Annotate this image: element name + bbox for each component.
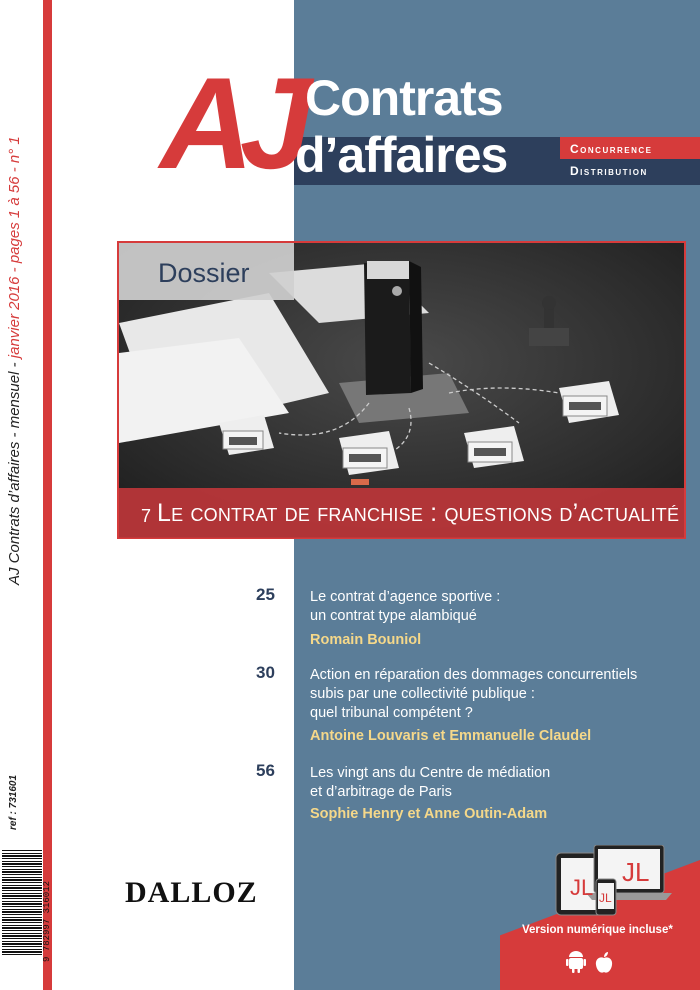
digital-version-label: Version numérique incluse* — [522, 924, 673, 936]
android-icon — [566, 951, 586, 973]
dossier-label: Dossier — [158, 258, 250, 288]
title-line-2: d’affaires — [295, 127, 508, 183]
article-2-page: 30 — [256, 663, 275, 682]
article-2-author: Antoine Louvaris et Emmanuelle Claudel — [310, 728, 592, 744]
subtitle-concurrence: Concurrence — [570, 142, 653, 156]
svg-text:JL: JL — [599, 891, 612, 905]
tower-side — [409, 261, 423, 393]
store-3 — [464, 426, 524, 468]
tower — [364, 261, 411, 395]
subtitle-distribution: Distribution — [570, 164, 648, 178]
article-1-title-1: Le contrat d’agence sportive : — [310, 589, 501, 605]
logo-aj: AJ — [160, 50, 299, 196]
svg-text:JL: JL — [622, 857, 650, 887]
dossier-title: Le contrat de franchise : questions d’actualité — [157, 499, 680, 527]
apple-icon — [596, 952, 612, 973]
article-1-title-2: un contrat type alambiqué — [310, 608, 477, 624]
spine-issue: janvier 2016 - pages 1 à 56 - n° 1 — [6, 136, 23, 359]
article-1-page: 25 — [256, 585, 275, 604]
spine-text — [6, 65, 36, 585]
tower-logo — [392, 286, 402, 296]
article-3-title-2: et d’arbitrage de Paris — [310, 784, 452, 800]
barcode — [2, 850, 42, 955]
article-2-title-1: Action en réparation des dommages concurrentiels — [310, 667, 638, 683]
publisher-logo: DALLOZ — [125, 876, 258, 909]
dossier-page-number: 7 — [141, 506, 152, 526]
os-icons — [566, 950, 618, 974]
devices-icon — [554, 845, 674, 925]
title-line-1: Contrats — [305, 70, 503, 126]
article-3-page: 56 — [256, 761, 275, 780]
ref-code: ref : 731601 — [8, 774, 19, 830]
article-3-author: Sophie Henry et Anne Outin-Adam — [310, 806, 548, 822]
article-2-title-3: quel tribunal compétent ? — [310, 705, 473, 721]
article-1-author: Romain Bouniol — [310, 632, 422, 648]
barcode-number: 9 782997 316012 — [42, 880, 52, 962]
red-stripe — [43, 0, 52, 990]
article-2-title-2: subis par une collectivité publique : — [310, 686, 535, 702]
spine-journal: AJ Contrats d’affaires - mensuel - — [6, 358, 23, 585]
article-3-title-1: Les vingt ans du Centre de médiation — [310, 765, 551, 781]
svg-text:JL: JL — [570, 875, 594, 900]
tower-top — [367, 261, 409, 279]
